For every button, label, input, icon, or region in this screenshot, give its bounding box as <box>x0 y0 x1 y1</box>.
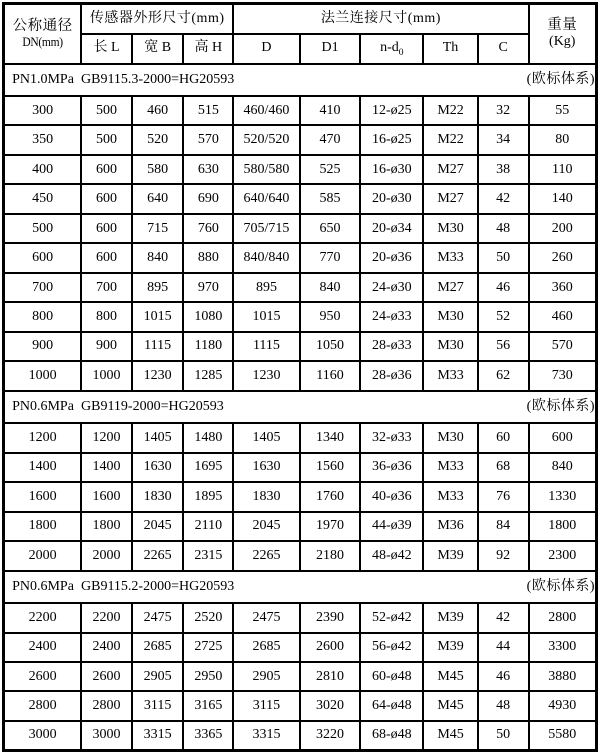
table-cell: 2800 <box>4 691 82 720</box>
table-cell: 1630 <box>233 453 299 482</box>
table-cell: 1285 <box>183 361 233 390</box>
table-cell: M30 <box>423 302 478 331</box>
section-pressure-rating: PN0.6MPa <box>12 398 74 414</box>
table-cell: 1015 <box>132 302 184 331</box>
table-row-dn-300 <box>4 96 597 125</box>
table-cell: M30 <box>423 423 478 452</box>
table-cell: 2000 <box>81 541 132 570</box>
table-cell: 52-ø42 <box>360 603 423 632</box>
table-cell: 44-ø39 <box>360 512 423 541</box>
table-cell: 470 <box>300 125 361 154</box>
section-inner <box>5 579 595 595</box>
section-cell <box>4 64 597 97</box>
header-weight-unit: (Kg) <box>549 34 576 50</box>
table-cell: 1230 <box>132 361 184 390</box>
table-cell: 880 <box>183 243 233 272</box>
table-cell: 48 <box>478 691 529 720</box>
table-cell: 800 <box>4 302 82 331</box>
table-cell: 640/640 <box>233 184 299 213</box>
section-standard-code: GB9115.2-2000=HG20593 <box>81 578 235 594</box>
section-pressure-rating: PN1.0MPa <box>12 71 74 87</box>
header-nominal-diameter-unit: DN(mm) <box>22 34 63 49</box>
table-cell: 5580 <box>529 721 597 751</box>
table-cell: 600 <box>4 243 82 272</box>
table-cell: 770 <box>300 243 361 272</box>
table-cell: 580 <box>132 155 184 184</box>
table-cell: 500 <box>81 125 132 154</box>
section-note: (欧标体系) <box>526 578 595 594</box>
table-cell: 970 <box>183 273 233 302</box>
table-cell: 500 <box>81 96 132 125</box>
table-cell: 32-ø33 <box>360 423 423 452</box>
table-cell: 3365 <box>183 721 233 751</box>
table-cell: 570 <box>183 125 233 154</box>
table-cell: 28-ø33 <box>360 332 423 361</box>
table-cell: 650 <box>300 214 361 243</box>
table-row-dn-1200 <box>4 423 597 452</box>
table-cell: 1340 <box>300 423 361 452</box>
table-cell: 2045 <box>233 512 299 541</box>
table-cell: 1180 <box>183 332 233 361</box>
table-row-dn-2800 <box>4 691 597 720</box>
table-cell: M27 <box>423 155 478 184</box>
table-cell: 1480 <box>183 423 233 452</box>
table-cell: 76 <box>478 482 529 511</box>
table-cell: 2600 <box>4 662 82 691</box>
section-standard-code: GB9115.3-2000=HG20593 <box>81 71 235 87</box>
table-cell: 3315 <box>132 721 184 751</box>
table-row-dn-350 <box>4 125 597 154</box>
table-cell: M45 <box>423 662 478 691</box>
table-cell: 2905 <box>132 662 184 691</box>
table-cell: 16-ø25 <box>360 125 423 154</box>
table-cell: 1800 <box>4 512 82 541</box>
table-cell: 1050 <box>300 332 361 361</box>
table-cell: 1080 <box>183 302 233 331</box>
table-cell: 1000 <box>81 361 132 390</box>
table-cell: 2265 <box>132 541 184 570</box>
section-cell <box>4 571 597 604</box>
table-cell: 600 <box>529 423 597 452</box>
table-cell: 895 <box>132 273 184 302</box>
table-cell: 525 <box>300 155 361 184</box>
table-cell: 2400 <box>81 633 132 662</box>
section-note: (欧标体系) <box>526 71 595 87</box>
table-cell: 4930 <box>529 691 597 720</box>
dimension-spec-table <box>2 2 598 752</box>
table-cell: M39 <box>423 633 478 662</box>
table-cell: 1630 <box>132 453 184 482</box>
table-cell: 700 <box>4 273 82 302</box>
table-cell: 2800 <box>81 691 132 720</box>
table-cell: 3300 <box>529 633 597 662</box>
table-cell: 2300 <box>529 541 597 570</box>
table-cell: 2045 <box>132 512 184 541</box>
table-cell: 2000 <box>4 541 82 570</box>
table-cell: 62 <box>478 361 529 390</box>
table-cell: 1895 <box>183 482 233 511</box>
table-cell: 36-ø36 <box>360 453 423 482</box>
table-row-dn-2200 <box>4 603 597 632</box>
table-row-dn-450 <box>4 184 597 213</box>
table-cell: 1400 <box>4 453 82 482</box>
table-cell: M33 <box>423 453 478 482</box>
table-cell: 1000 <box>4 361 82 390</box>
table-cell: 2685 <box>233 633 299 662</box>
table-cell: 200 <box>529 214 597 243</box>
header-weight-zh: 重量 <box>547 17 578 34</box>
table-cell: M45 <box>423 721 478 751</box>
table-cell: 68 <box>478 453 529 482</box>
table-cell: M27 <box>423 184 478 213</box>
table-row-dn-1400 <box>4 453 597 482</box>
table-cell: 16-ø30 <box>360 155 423 184</box>
subheader-col-h: 高 H <box>183 34 233 64</box>
table-cell: 840 <box>132 243 184 272</box>
table-cell: 110 <box>529 155 597 184</box>
header-nominal-diameter-zh: 公称通径 <box>12 18 73 35</box>
table-cell: 410 <box>300 96 361 125</box>
table-cell: 50 <box>478 721 529 751</box>
header-row-subcolumns <box>4 34 597 64</box>
header-row-groups <box>4 4 597 34</box>
table-cell: 2905 <box>233 662 299 691</box>
table-cell: 1405 <box>233 423 299 452</box>
table-cell: 2810 <box>300 662 361 691</box>
subheader-col-nd0: $n-d_0$ <box>360 34 423 64</box>
table-cell: 840/840 <box>233 243 299 272</box>
table-cell: M39 <box>423 603 478 632</box>
table-cell: 2950 <box>183 662 233 691</box>
table-cell: 1970 <box>300 512 361 541</box>
table-cell: 52 <box>478 302 529 331</box>
table-cell: 38 <box>478 155 529 184</box>
table-cell: M27 <box>423 273 478 302</box>
table-cell: 1115 <box>233 332 299 361</box>
subheader-col-b: 宽 B <box>132 34 184 64</box>
table-cell: 585 <box>300 184 361 213</box>
table-cell: 2725 <box>183 633 233 662</box>
table-cell: 12-ø25 <box>360 96 423 125</box>
table-cell: 600 <box>81 243 132 272</box>
header-group-flange-connection: 法兰连接尺寸(mm) <box>233 4 528 34</box>
table-cell: 48-ø42 <box>360 541 423 570</box>
table-cell: 140 <box>529 184 597 213</box>
table-cell: M33 <box>423 243 478 272</box>
table-cell: 46 <box>478 273 529 302</box>
table-cell: 60 <box>478 423 529 452</box>
table-cell: 68-ø48 <box>360 721 423 751</box>
table-cell: 2800 <box>529 603 597 632</box>
table-cell: 580/580 <box>233 155 299 184</box>
table-row-dn-500 <box>4 214 597 243</box>
table-body <box>4 64 597 751</box>
table-row-dn-900 <box>4 332 597 361</box>
table-cell: 1200 <box>4 423 82 452</box>
table-cell: 760 <box>183 214 233 243</box>
table-cell: 730 <box>529 361 597 390</box>
table-cell: M33 <box>423 361 478 390</box>
table-cell: M30 <box>423 214 478 243</box>
table-cell: 260 <box>529 243 597 272</box>
table-cell: 1400 <box>81 453 132 482</box>
table-cell: 2315 <box>183 541 233 570</box>
section-pressure-rating: PN0.6MPa <box>12 578 74 594</box>
table-cell: 900 <box>4 332 82 361</box>
table-cell: 20-ø34 <box>360 214 423 243</box>
header-nominal-diameter <box>4 4 82 64</box>
subheader-col-d: D <box>233 34 299 64</box>
table-cell: 1800 <box>81 512 132 541</box>
subheader-col-d1: D1 <box>300 34 361 64</box>
table-cell: 1230 <box>233 361 299 390</box>
table-cell: 28-ø36 <box>360 361 423 390</box>
table-cell: 46 <box>478 662 529 691</box>
table-cell: 895 <box>233 273 299 302</box>
table-cell: 24-ø33 <box>360 302 423 331</box>
table-cell: 40-ø36 <box>360 482 423 511</box>
table-cell: 3220 <box>300 721 361 751</box>
table-row-dn-700 <box>4 273 597 302</box>
table-row-dn-1600 <box>4 482 597 511</box>
section-row <box>4 391 597 424</box>
table-row-dn-2600 <box>4 662 597 691</box>
table-cell: 1015 <box>233 302 299 331</box>
section-row <box>4 571 597 604</box>
table-row-dn-600 <box>4 243 597 272</box>
table-cell: 2685 <box>132 633 184 662</box>
table-cell: 1200 <box>81 423 132 452</box>
table-cell: 900 <box>81 332 132 361</box>
table-cell: 20-ø36 <box>360 243 423 272</box>
table-cell: 1830 <box>233 482 299 511</box>
table-cell: 1560 <box>300 453 361 482</box>
table-cell: 3020 <box>300 691 361 720</box>
table-cell: M45 <box>423 691 478 720</box>
table-cell: 2390 <box>300 603 361 632</box>
section-inner <box>5 399 595 415</box>
table-row-dn-2000 <box>4 541 597 570</box>
table-cell: 3165 <box>183 691 233 720</box>
table-cell: 1330 <box>529 482 597 511</box>
subheader-col-l: 长 L <box>81 34 132 64</box>
table-cell: 24-ø30 <box>360 273 423 302</box>
table-cell: 640 <box>132 184 184 213</box>
table-cell: 2200 <box>4 603 82 632</box>
table-cell: 2600 <box>81 662 132 691</box>
table-cell: 460/460 <box>233 96 299 125</box>
table-cell: 48 <box>478 214 529 243</box>
header-group-sensor-dimensions: 传感器外形尺寸(mm) <box>81 4 233 34</box>
table-cell: 80 <box>529 125 597 154</box>
table-row-dn-400 <box>4 155 597 184</box>
table-cell: 1160 <box>300 361 361 390</box>
table-cell: 300 <box>4 96 82 125</box>
table-cell: 44 <box>478 633 529 662</box>
table-cell: M22 <box>423 125 478 154</box>
table-cell: 630 <box>183 155 233 184</box>
table-cell: 360 <box>529 273 597 302</box>
table-cell: 3315 <box>233 721 299 751</box>
table-row-dn-800 <box>4 302 597 331</box>
section-cell <box>4 391 597 424</box>
table-cell: 56 <box>478 332 529 361</box>
table-cell: 715 <box>132 214 184 243</box>
table-cell: 2265 <box>233 541 299 570</box>
table-cell: 60-ø48 <box>360 662 423 691</box>
table-cell: 2400 <box>4 633 82 662</box>
table-cell: 450 <box>4 184 82 213</box>
table-cell: 460 <box>529 302 597 331</box>
table-cell: 705/715 <box>233 214 299 243</box>
table-cell: 570 <box>529 332 597 361</box>
table-cell: 2475 <box>233 603 299 632</box>
table-cell: 840 <box>300 273 361 302</box>
table-cell: 500 <box>4 214 82 243</box>
table-cell: 460 <box>132 96 184 125</box>
table-header <box>4 4 597 64</box>
table-cell: 600 <box>81 214 132 243</box>
subheader-col-th: Th <box>423 34 478 64</box>
table-cell: 950 <box>300 302 361 331</box>
table-cell: M30 <box>423 332 478 361</box>
table-cell: 1695 <box>183 453 233 482</box>
table-cell: 350 <box>4 125 82 154</box>
table-cell: M33 <box>423 482 478 511</box>
table-cell: 55 <box>529 96 597 125</box>
table-cell: M22 <box>423 96 478 125</box>
section-inner <box>5 72 595 88</box>
table-cell: 520 <box>132 125 184 154</box>
table-cell: 2520 <box>183 603 233 632</box>
table-cell: 1600 <box>4 482 82 511</box>
table-cell: 2180 <box>300 541 361 570</box>
subheader-subscript: 0 <box>398 48 404 59</box>
table-cell: M39 <box>423 541 478 570</box>
table-cell: 800 <box>81 302 132 331</box>
table-cell: 42 <box>478 184 529 213</box>
table-cell: M36 <box>423 512 478 541</box>
table-cell: 3880 <box>529 662 597 691</box>
section-note: (欧标体系) <box>526 398 595 414</box>
table-cell: 20-ø30 <box>360 184 423 213</box>
table-cell: 840 <box>529 453 597 482</box>
table-cell: 2200 <box>81 603 132 632</box>
header-weight <box>529 4 597 64</box>
table-cell: 3000 <box>4 721 82 751</box>
table-cell: 2110 <box>183 512 233 541</box>
table-cell: 3115 <box>132 691 184 720</box>
table-cell: 3000 <box>81 721 132 751</box>
section-row <box>4 64 597 97</box>
table-cell: 2600 <box>300 633 361 662</box>
table-cell: 1600 <box>81 482 132 511</box>
table-cell: 32 <box>478 96 529 125</box>
table-cell: 1405 <box>132 423 184 452</box>
table-cell: 690 <box>183 184 233 213</box>
table-cell: 34 <box>478 125 529 154</box>
table-row-dn-3000 <box>4 721 597 751</box>
subheader-col-c: C <box>478 34 529 64</box>
table-cell: 1115 <box>132 332 184 361</box>
table-cell: 700 <box>81 273 132 302</box>
table-cell: 515 <box>183 96 233 125</box>
table-cell: 1760 <box>300 482 361 511</box>
table-cell: 42 <box>478 603 529 632</box>
table-row-dn-1000 <box>4 361 597 390</box>
table-cell: 3115 <box>233 691 299 720</box>
table-row-dn-1800 <box>4 512 597 541</box>
table-cell: 1800 <box>529 512 597 541</box>
table-cell: 84 <box>478 512 529 541</box>
table-cell: 520/520 <box>233 125 299 154</box>
section-standard-code: GB9119-2000=HG20593 <box>81 398 224 414</box>
table-cell: 56-ø42 <box>360 633 423 662</box>
table-cell: 2475 <box>132 603 184 632</box>
table-cell: 92 <box>478 541 529 570</box>
table-cell: 64-ø48 <box>360 691 423 720</box>
table-cell: 50 <box>478 243 529 272</box>
table-cell: 1830 <box>132 482 184 511</box>
table-cell: 600 <box>81 155 132 184</box>
table-cell: 400 <box>4 155 82 184</box>
table-row-dn-2400 <box>4 633 597 662</box>
table-cell: 600 <box>81 184 132 213</box>
